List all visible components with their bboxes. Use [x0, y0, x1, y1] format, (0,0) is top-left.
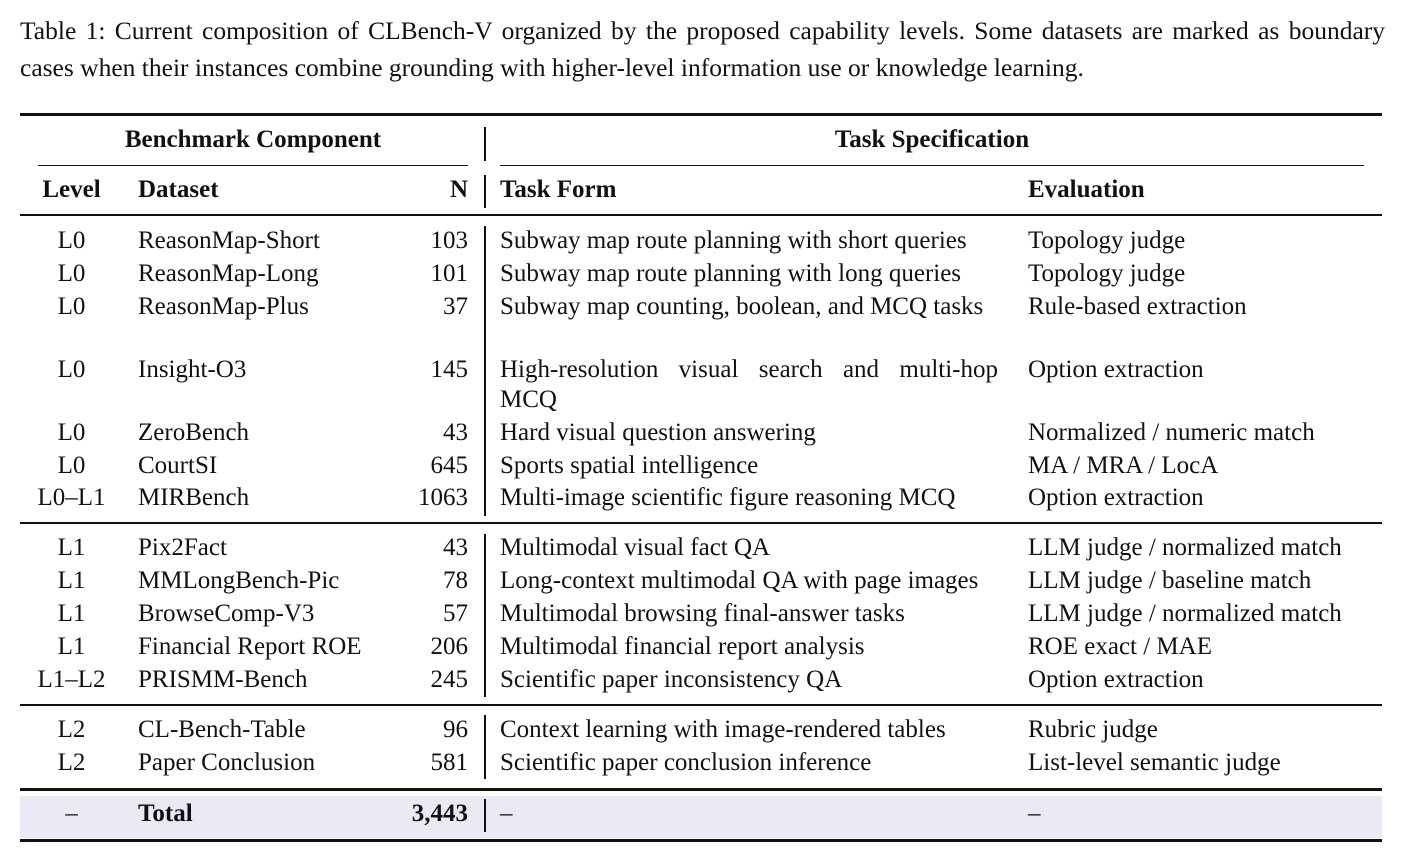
row-task-form: Long-context multimodal QA with page images: [500, 567, 979, 594]
row-dataset: ReasonMap-Plus: [138, 293, 309, 320]
composition-table: [20, 113, 1382, 843]
row-n: 1063: [418, 484, 468, 511]
row-dataset: BrowseComp-V3: [138, 600, 315, 627]
row-task-form: Subway map route planning with long queries: [500, 260, 962, 287]
row-n: 43: [443, 534, 468, 561]
row-task-form: High-resolution visual search and multi-hop MCQ: [500, 356, 998, 413]
row-dataset: MMLongBench-Pic: [138, 567, 340, 594]
column-separator: [484, 127, 486, 161]
row-task-form: Multimodal financial report analysis: [500, 633, 865, 660]
total-n: 3,443: [411, 800, 468, 827]
row-dataset: MIRBench: [138, 484, 250, 511]
row-dataset: Insight-O3: [138, 356, 247, 383]
row-evaluation: LLM judge / normalized match: [1028, 534, 1342, 561]
group-right-underline: [500, 165, 1364, 166]
l1-section-rule: [20, 704, 1382, 706]
header-rule: [20, 214, 1382, 216]
row-task-form: Context learning with image-rendered tables: [500, 716, 946, 743]
row-level: L0: [57, 356, 86, 383]
row-evaluation: Topology judge: [1028, 227, 1186, 254]
row-level: L2: [57, 716, 86, 743]
row-level: L0–L1: [37, 484, 106, 511]
column-header-n: N: [449, 176, 468, 203]
row-task-form: Multimodal visual fact QA: [500, 534, 771, 561]
total-evaluation: –: [1028, 800, 1041, 827]
row-level: L1–L2: [37, 666, 106, 693]
row-evaluation: LLM judge / normalized match: [1028, 600, 1342, 627]
table-caption: Table 1: Current composition of CLBench-V organized by the proposed capability levels. Some datasets are marked as boundary cases when their instances combine grounding with higher-level information use or knowledge learning.: [20, 16, 1385, 82]
row-dataset: CL-Bench-Table: [138, 716, 306, 743]
row-dataset: PRISMM-Bench: [138, 666, 308, 693]
row-level: L0: [57, 293, 86, 320]
l0-section-rule: [20, 522, 1382, 524]
group-header-benchmark-component: Benchmark Component: [124, 126, 382, 153]
total-task-form: –: [500, 800, 513, 827]
row-level: L0: [57, 419, 86, 446]
column-separator: [484, 534, 486, 697]
total-top-rule: [20, 788, 1382, 791]
row-dataset: Financial Report ROE: [138, 633, 362, 660]
row-n: 57: [443, 600, 468, 627]
row-n: 145: [430, 356, 468, 383]
row-dataset: CourtSI: [138, 452, 218, 479]
column-separator: [484, 175, 486, 208]
row-n: 645: [430, 452, 468, 479]
row-evaluation: Rubric judge: [1028, 716, 1158, 743]
column-header-level: Level: [42, 176, 101, 203]
row-n: 78: [443, 567, 468, 594]
row-dataset: ReasonMap-Long: [138, 260, 319, 287]
row-task-form: Subway map counting, boolean, and MCQ tasks: [500, 293, 984, 320]
row-level: L2: [57, 749, 86, 776]
row-level: L0: [57, 452, 86, 479]
row-n: 103: [430, 227, 468, 254]
group-left-underline: [38, 165, 468, 166]
bottom-rule: [20, 839, 1382, 842]
row-task-form: Scientific paper inconsistency QA: [500, 666, 843, 693]
row-task-form: Multimodal browsing final-answer tasks: [500, 600, 905, 627]
row-level: L0: [57, 227, 86, 254]
column-header-task-form: Task Form: [500, 176, 617, 203]
row-level: L1: [57, 534, 86, 561]
row-n: 101: [430, 260, 468, 287]
group-header-task-specification: Task Specification: [834, 126, 1030, 153]
row-task-form: Subway map route planning with short queries: [500, 227, 967, 254]
row-evaluation: Option extraction: [1028, 356, 1204, 383]
column-header-dataset: Dataset: [138, 176, 219, 203]
row-dataset: Paper Conclusion: [138, 749, 316, 776]
row-evaluation: Topology judge: [1028, 260, 1186, 287]
row-evaluation: Option extraction: [1028, 666, 1204, 693]
row-evaluation: Normalized / numeric match: [1028, 419, 1315, 446]
column-separator: [484, 226, 486, 516]
row-level: L1: [57, 567, 86, 594]
column-separator: [484, 799, 486, 832]
row-level: L1: [57, 600, 86, 627]
row-task-form: Sports spatial intelligence: [500, 452, 759, 479]
row-task-form: Multi-image scientific figure reasoning MCQ: [500, 484, 956, 511]
row-level: L0: [57, 260, 86, 287]
total-level: –: [65, 800, 78, 827]
row-evaluation: ROE exact / MAE: [1028, 633, 1212, 660]
column-separator: [484, 715, 486, 779]
row-task-form: Hard visual question answering: [500, 419, 816, 446]
row-n: 581: [430, 749, 468, 776]
row-task-form: Scientific paper conclusion inference: [500, 749, 872, 776]
top-rule: [20, 113, 1382, 116]
total-label: Total: [138, 800, 193, 827]
row-dataset: ReasonMap-Short: [138, 227, 320, 254]
row-n: 37: [443, 293, 468, 320]
row-level: L1: [57, 633, 86, 660]
row-evaluation: LLM judge / baseline match: [1028, 567, 1312, 594]
row-n: 43: [443, 419, 468, 446]
row-evaluation: List-level semantic judge: [1028, 749, 1281, 776]
row-evaluation: Rule-based extraction: [1028, 293, 1247, 320]
row-evaluation: Option extraction: [1028, 484, 1204, 511]
row-dataset: Pix2Fact: [138, 534, 227, 561]
column-header-evaluation: Evaluation: [1028, 176, 1145, 203]
row-dataset: ZeroBench: [138, 419, 250, 446]
row-n: 245: [430, 666, 468, 693]
row-evaluation: MA / MRA / LocA: [1028, 452, 1219, 479]
row-n: 96: [443, 716, 468, 743]
row-n: 206: [430, 633, 468, 660]
